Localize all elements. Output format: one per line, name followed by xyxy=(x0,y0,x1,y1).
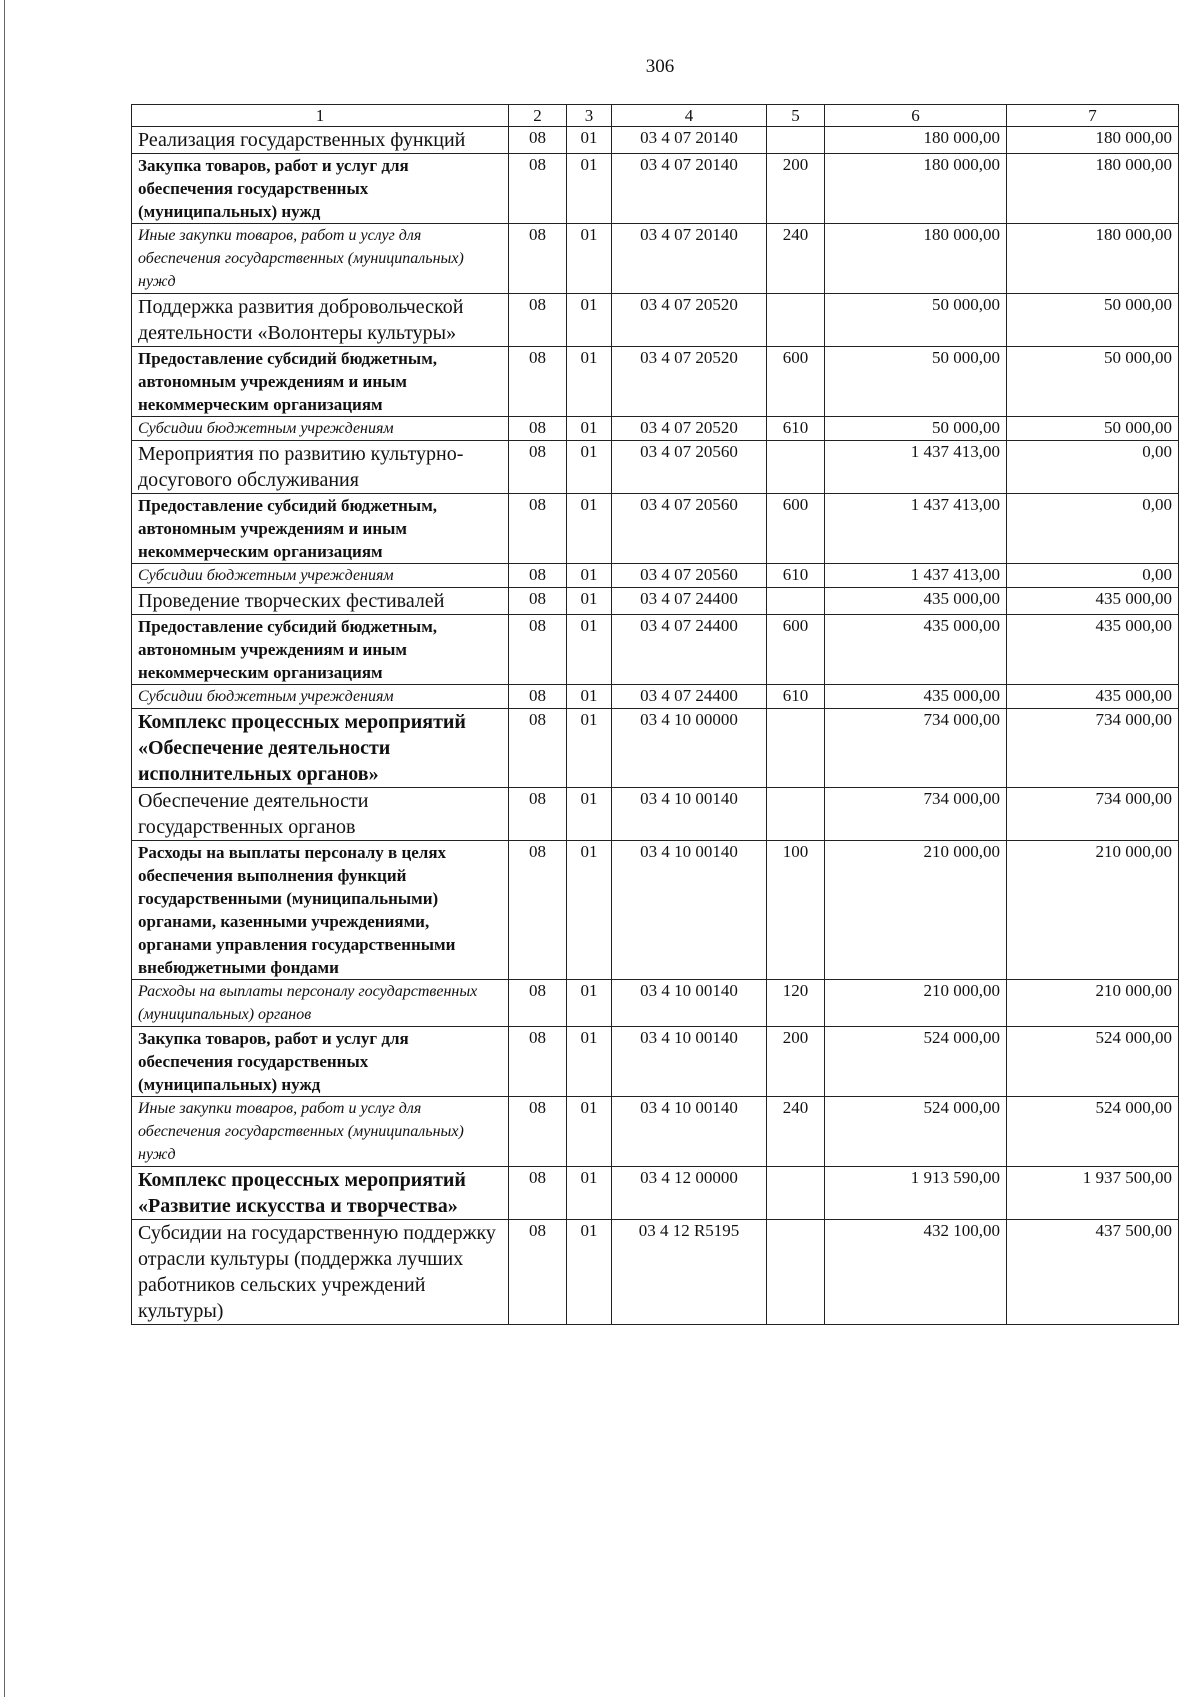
amount-year1-cell: 524 000,00 xyxy=(825,1027,1007,1097)
column-header: 1 xyxy=(132,105,509,127)
target-article-cell: 03 4 12 00000 xyxy=(612,1167,767,1220)
target-article-cell: 03 4 07 20560 xyxy=(612,441,767,494)
row-name-cell: Субсидии бюджетным учреждениям xyxy=(132,417,509,441)
table-row xyxy=(132,1097,1179,1167)
row-name-cell: Расходы на выплаты персоналу в целях обеспечения выполнения функций государственными (муниципальными) органами, казенными учреждениями, органами управления государственными внебюджетными фондами xyxy=(132,841,509,980)
table-row xyxy=(132,127,1179,154)
table-row xyxy=(132,788,1179,841)
column-header: 2 xyxy=(509,105,567,127)
subsection-cell: 01 xyxy=(567,1167,612,1220)
amount-year1-cell: 435 000,00 xyxy=(825,588,1007,615)
expense-type-cell: 610 xyxy=(767,417,825,441)
table-row xyxy=(132,980,1179,1027)
subsection-cell: 01 xyxy=(567,494,612,564)
section-cell: 08 xyxy=(509,1167,567,1220)
amount-year1-cell: 180 000,00 xyxy=(825,127,1007,154)
table-row xyxy=(132,1027,1179,1097)
subsection-cell: 01 xyxy=(567,1097,612,1167)
row-name-cell: Проведение творческих фестивалей xyxy=(132,588,509,615)
section-cell: 08 xyxy=(509,417,567,441)
amount-year2-cell: 50 000,00 xyxy=(1007,294,1179,347)
target-article-cell: 03 4 10 00140 xyxy=(612,1027,767,1097)
subsection-cell: 01 xyxy=(567,615,612,685)
target-article-cell: 03 4 10 00140 xyxy=(612,1097,767,1167)
section-cell: 08 xyxy=(509,841,567,980)
subsection-cell: 01 xyxy=(567,224,612,294)
amount-year2-cell: 435 000,00 xyxy=(1007,685,1179,709)
row-name-cell: Иные закупки товаров, работ и услуг для обеспечения государственных (муниципальных) нужд xyxy=(132,1097,509,1167)
amount-year1-cell: 210 000,00 xyxy=(825,980,1007,1027)
table-row xyxy=(132,615,1179,685)
amount-year2-cell: 437 500,00 xyxy=(1007,1220,1179,1325)
amount-year2-cell: 0,00 xyxy=(1007,564,1179,588)
table-row xyxy=(132,347,1179,417)
amount-year2-cell: 0,00 xyxy=(1007,441,1179,494)
amount-year2-cell: 180 000,00 xyxy=(1007,154,1179,224)
table-row xyxy=(132,294,1179,347)
amount-year1-cell: 50 000,00 xyxy=(825,417,1007,441)
row-name-cell: Обеспечение деятельности государственных органов xyxy=(132,788,509,841)
amount-year2-cell: 435 000,00 xyxy=(1007,588,1179,615)
target-article-cell: 03 4 10 00140 xyxy=(612,841,767,980)
table-row xyxy=(132,1167,1179,1220)
expense-type-cell: 610 xyxy=(767,564,825,588)
subsection-cell: 01 xyxy=(567,588,612,615)
table-body xyxy=(132,127,1179,1325)
target-article-cell: 03 4 10 00140 xyxy=(612,980,767,1027)
target-article-cell: 03 4 07 20560 xyxy=(612,564,767,588)
target-article-cell: 03 4 12 R5195 xyxy=(612,1220,767,1325)
expense-type-cell xyxy=(767,788,825,841)
amount-year1-cell: 524 000,00 xyxy=(825,1097,1007,1167)
amount-year2-cell: 210 000,00 xyxy=(1007,980,1179,1027)
expense-type-cell: 240 xyxy=(767,224,825,294)
subsection-cell: 01 xyxy=(567,1027,612,1097)
amount-year2-cell: 50 000,00 xyxy=(1007,417,1179,441)
column-header: 4 xyxy=(612,105,767,127)
target-article-cell: 03 4 07 20140 xyxy=(612,154,767,224)
row-name-cell: Мероприятия по развитию культурно-досугового обслуживания xyxy=(132,441,509,494)
amount-year1-cell: 1 913 590,00 xyxy=(825,1167,1007,1220)
expense-type-cell: 600 xyxy=(767,494,825,564)
expense-type-cell: 200 xyxy=(767,1027,825,1097)
section-cell: 08 xyxy=(509,224,567,294)
subsection-cell: 01 xyxy=(567,685,612,709)
section-cell: 08 xyxy=(509,980,567,1027)
row-name-cell: Иные закупки товаров, работ и услуг для обеспечения государственных (муниципальных) нужд xyxy=(132,224,509,294)
row-name-cell: Комплекс процессных мероприятий «Развитие искусства и творчества» xyxy=(132,1167,509,1220)
table-row xyxy=(132,841,1179,980)
expense-type-cell xyxy=(767,127,825,154)
amount-year1-cell: 734 000,00 xyxy=(825,788,1007,841)
table-row xyxy=(132,564,1179,588)
amount-year1-cell: 1 437 413,00 xyxy=(825,441,1007,494)
expense-type-cell xyxy=(767,1220,825,1325)
section-cell: 08 xyxy=(509,441,567,494)
section-cell: 08 xyxy=(509,294,567,347)
section-cell: 08 xyxy=(509,1220,567,1325)
subsection-cell: 01 xyxy=(567,709,612,788)
section-cell: 08 xyxy=(509,685,567,709)
row-name-cell: Закупка товаров, работ и услуг для обеспечения государственных (муниципальных) нужд xyxy=(132,154,509,224)
amount-year2-cell: 50 000,00 xyxy=(1007,347,1179,417)
row-name-cell: Предоставление субсидий бюджетным, автономным учреждениям и иным некоммерческим организациям xyxy=(132,347,509,417)
table-row xyxy=(132,417,1179,441)
subsection-cell: 01 xyxy=(567,294,612,347)
target-article-cell: 03 4 07 24400 xyxy=(612,588,767,615)
expense-type-cell: 600 xyxy=(767,615,825,685)
amount-year1-cell: 50 000,00 xyxy=(825,347,1007,417)
table-row xyxy=(132,441,1179,494)
subsection-cell: 01 xyxy=(567,564,612,588)
subsection-cell: 01 xyxy=(567,441,612,494)
target-article-cell: 03 4 10 00140 xyxy=(612,788,767,841)
subsection-cell: 01 xyxy=(567,347,612,417)
amount-year1-cell: 210 000,00 xyxy=(825,841,1007,980)
column-header: 6 xyxy=(825,105,1007,127)
row-name-cell: Расходы на выплаты персоналу государственных (муниципальных) органов xyxy=(132,980,509,1027)
section-cell: 08 xyxy=(509,1097,567,1167)
table-row xyxy=(132,588,1179,615)
amount-year1-cell: 435 000,00 xyxy=(825,615,1007,685)
target-article-cell: 03 4 07 20140 xyxy=(612,127,767,154)
amount-year2-cell: 734 000,00 xyxy=(1007,788,1179,841)
section-cell: 08 xyxy=(509,494,567,564)
amount-year1-cell: 1 437 413,00 xyxy=(825,494,1007,564)
target-article-cell: 03 4 07 24400 xyxy=(612,615,767,685)
table-row xyxy=(132,224,1179,294)
amount-year1-cell: 50 000,00 xyxy=(825,294,1007,347)
subsection-cell: 01 xyxy=(567,417,612,441)
expense-type-cell xyxy=(767,588,825,615)
section-cell: 08 xyxy=(509,127,567,154)
scan-edge-line xyxy=(4,0,5,1697)
amount-year1-cell: 734 000,00 xyxy=(825,709,1007,788)
amount-year2-cell: 180 000,00 xyxy=(1007,127,1179,154)
expense-type-cell xyxy=(767,294,825,347)
budget-table xyxy=(131,104,1179,1325)
amount-year2-cell: 524 000,00 xyxy=(1007,1027,1179,1097)
expense-type-cell xyxy=(767,1167,825,1220)
expense-type-cell xyxy=(767,709,825,788)
section-cell: 08 xyxy=(509,709,567,788)
table-row xyxy=(132,154,1179,224)
table-row xyxy=(132,685,1179,709)
target-article-cell: 03 4 10 00000 xyxy=(612,709,767,788)
page-number: 306 xyxy=(645,56,675,77)
row-name-cell: Субсидии на государственную поддержку отрасли культуры (поддержка лучших работников сельских учреждений культуры) xyxy=(132,1220,509,1325)
amount-year2-cell: 435 000,00 xyxy=(1007,615,1179,685)
expense-type-cell: 610 xyxy=(767,685,825,709)
table-row xyxy=(132,494,1179,564)
column-header: 5 xyxy=(767,105,825,127)
amount-year2-cell: 0,00 xyxy=(1007,494,1179,564)
column-header: 7 xyxy=(1007,105,1179,127)
amount-year2-cell: 180 000,00 xyxy=(1007,224,1179,294)
column-header: 3 xyxy=(567,105,612,127)
section-cell: 08 xyxy=(509,154,567,224)
subsection-cell: 01 xyxy=(567,1220,612,1325)
row-name-cell: Предоставление субсидий бюджетным, автономным учреждениям и иным некоммерческим организациям xyxy=(132,615,509,685)
target-article-cell: 03 4 07 20520 xyxy=(612,417,767,441)
section-cell: 08 xyxy=(509,588,567,615)
section-cell: 08 xyxy=(509,347,567,417)
row-name-cell: Предоставление субсидий бюджетным, автономным учреждениям и иным некоммерческим организациям xyxy=(132,494,509,564)
subsection-cell: 01 xyxy=(567,154,612,224)
target-article-cell: 03 4 07 20520 xyxy=(612,294,767,347)
amount-year1-cell: 180 000,00 xyxy=(825,224,1007,294)
section-cell: 08 xyxy=(509,788,567,841)
row-name-cell: Субсидии бюджетным учреждениям xyxy=(132,685,509,709)
expense-type-cell: 200 xyxy=(767,154,825,224)
expense-type-cell: 600 xyxy=(767,347,825,417)
subsection-cell: 01 xyxy=(567,841,612,980)
row-name-cell: Субсидии бюджетным учреждениям xyxy=(132,564,509,588)
expense-type-cell xyxy=(767,441,825,494)
row-name-cell: Комплекс процессных мероприятий «Обеспечение деятельности исполнительных органов» xyxy=(132,709,509,788)
row-name-cell: Закупка товаров, работ и услуг для обеспечения государственных (муниципальных) нужд xyxy=(132,1027,509,1097)
expense-type-cell: 120 xyxy=(767,980,825,1027)
table-row xyxy=(132,709,1179,788)
subsection-cell: 01 xyxy=(567,127,612,154)
target-article-cell: 03 4 07 20560 xyxy=(612,494,767,564)
section-cell: 08 xyxy=(509,1027,567,1097)
amount-year2-cell: 210 000,00 xyxy=(1007,841,1179,980)
column-number-row xyxy=(132,105,1179,127)
row-name-cell: Поддержка развития добровольческой деятельности «Волонтеры культуры» xyxy=(132,294,509,347)
subsection-cell: 01 xyxy=(567,788,612,841)
amount-year2-cell: 524 000,00 xyxy=(1007,1097,1179,1167)
amount-year1-cell: 435 000,00 xyxy=(825,685,1007,709)
target-article-cell: 03 4 07 24400 xyxy=(612,685,767,709)
section-cell: 08 xyxy=(509,615,567,685)
amount-year1-cell: 432 100,00 xyxy=(825,1220,1007,1325)
amount-year2-cell: 1 937 500,00 xyxy=(1007,1167,1179,1220)
expense-type-cell: 100 xyxy=(767,841,825,980)
subsection-cell: 01 xyxy=(567,980,612,1027)
expense-type-cell: 240 xyxy=(767,1097,825,1167)
section-cell: 08 xyxy=(509,564,567,588)
row-name-cell: Реализация государственных функций xyxy=(132,127,509,154)
amount-year1-cell: 180 000,00 xyxy=(825,154,1007,224)
table-row xyxy=(132,1220,1179,1325)
amount-year1-cell: 1 437 413,00 xyxy=(825,564,1007,588)
target-article-cell: 03 4 07 20520 xyxy=(612,347,767,417)
target-article-cell: 03 4 07 20140 xyxy=(612,224,767,294)
amount-year2-cell: 734 000,00 xyxy=(1007,709,1179,788)
